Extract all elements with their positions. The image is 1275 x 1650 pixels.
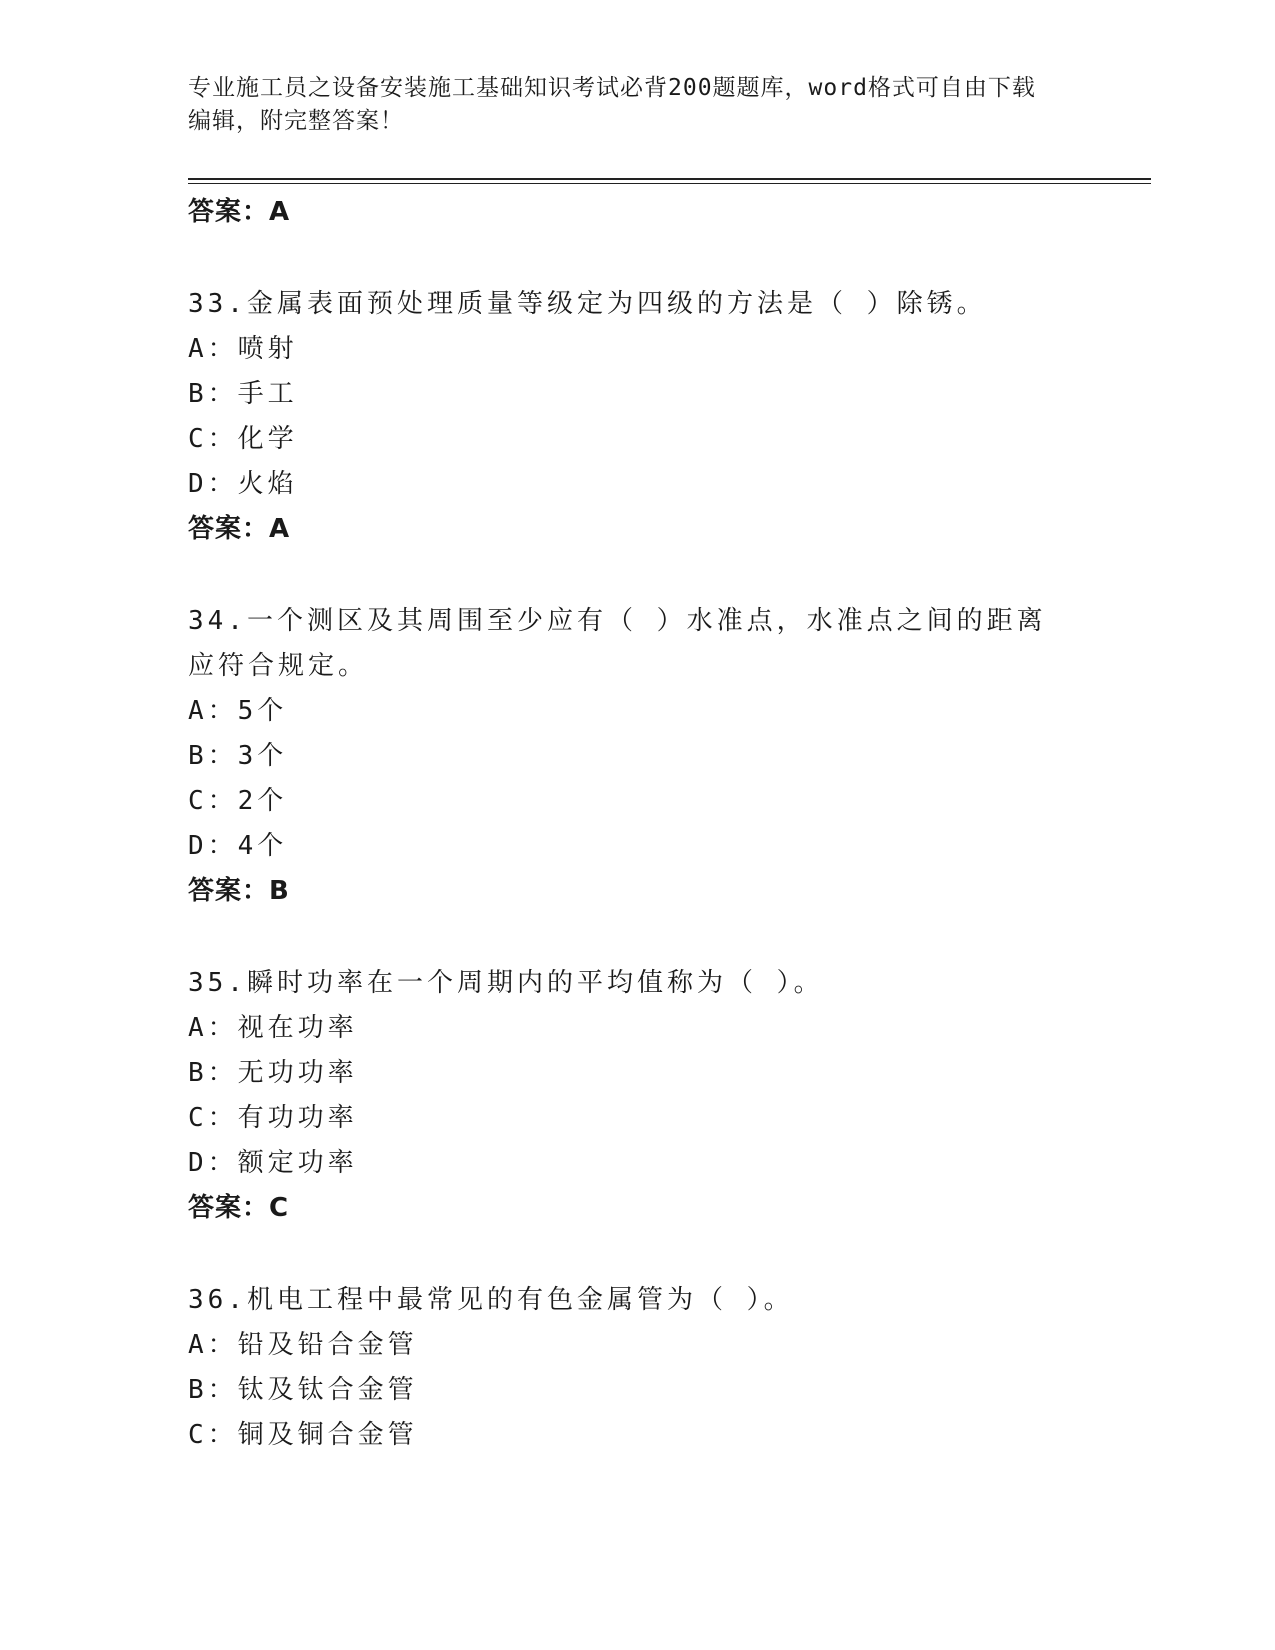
document-header <box>188 72 1088 138</box>
answer-line: 答案：C <box>188 1193 290 1223</box>
document-body <box>188 190 1088 1458</box>
option-d: D：4个 <box>188 831 288 861</box>
spacer <box>188 552 1088 599</box>
answer-line: 答案：A <box>188 514 291 544</box>
question-stem: 34.一个测区及其周围至少应有（ ）水准点，水准点之间的距离应符合规定。 <box>188 606 1047 681</box>
question-stem: 36.机电工程中最常见的有色金属管为（ ）。 <box>188 1285 794 1315</box>
option-b: B：3个 <box>188 741 288 771</box>
option-b: B：手工 <box>188 379 298 409</box>
option-a: A：视在功率 <box>188 1013 358 1043</box>
option-a: A：5个 <box>188 696 288 726</box>
option-b: B：钛及钛合金管 <box>188 1375 418 1405</box>
spacer <box>188 235 1088 282</box>
option-b: B：无功功率 <box>188 1058 358 1088</box>
header-line-2: 编辑，附完整答案！ <box>188 108 404 134</box>
question-block <box>188 961 1088 1231</box>
answer-line: 答案：A <box>188 197 291 227</box>
spacer <box>188 914 1088 961</box>
question-block <box>188 599 1088 914</box>
option-d: D：额定功率 <box>188 1148 358 1178</box>
option-a: A：喷射 <box>188 334 298 364</box>
option-d: D：火焰 <box>188 469 298 499</box>
question-block <box>188 282 1088 552</box>
header-line-1: 专业施工员之设备安装施工基础知识考试必背200题题库，word格式可自由下载 <box>188 75 1036 101</box>
option-a: A：铅及铅合金管 <box>188 1330 418 1360</box>
header-rule-thick <box>188 178 1151 180</box>
question-stem: 35.瞬时功率在一个周期内的平均值称为（ ）。 <box>188 968 824 998</box>
question-block <box>188 1278 1088 1458</box>
option-c: C：有功功率 <box>188 1103 358 1133</box>
answer-line: 答案：B <box>188 876 290 906</box>
header-rule-thin <box>188 183 1151 184</box>
spacer <box>188 1231 1088 1278</box>
option-c: C：铜及铜合金管 <box>188 1420 418 1450</box>
option-c: C：化学 <box>188 424 298 454</box>
option-c: C：2个 <box>188 786 288 816</box>
question-stem: 33.金属表面预处理质量等级定为四级的方法是（ ）除锈。 <box>188 289 987 319</box>
